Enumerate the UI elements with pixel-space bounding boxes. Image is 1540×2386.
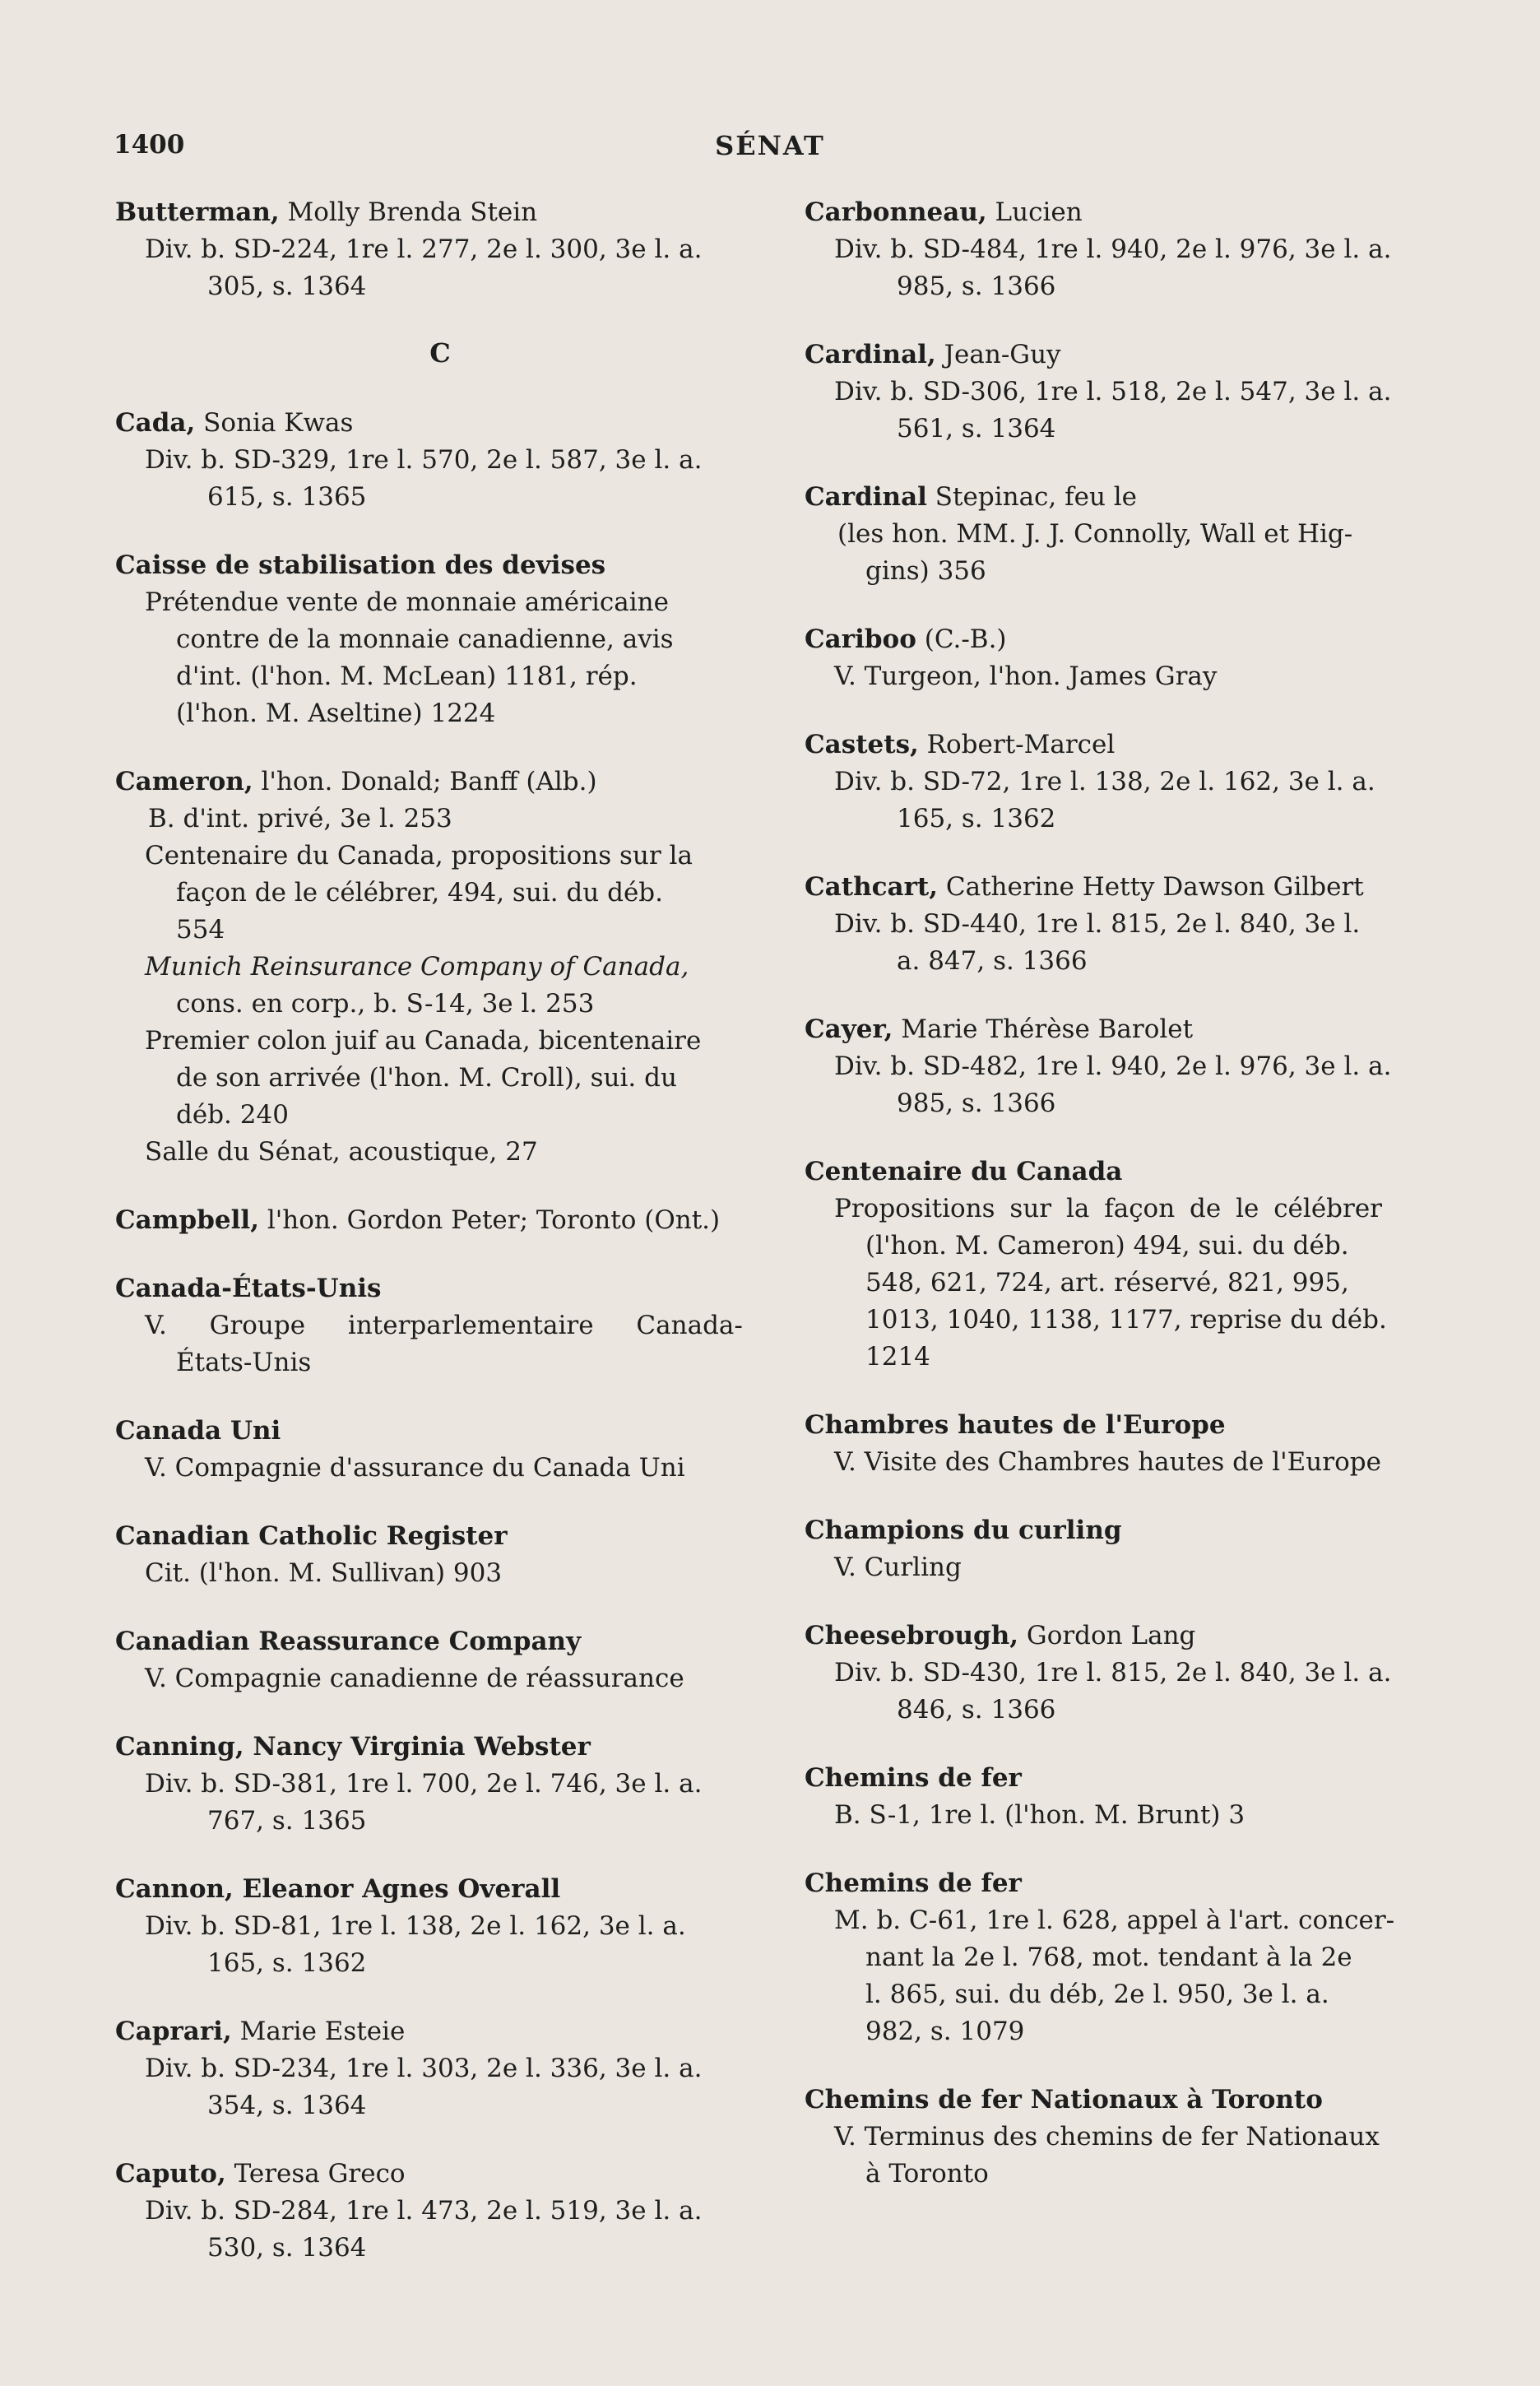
entry-heading bbox=[805, 2082, 1475, 2119]
index-entry bbox=[805, 1512, 1475, 1586]
entry-subline: Div. b. SD-306, 1re l. 518, 2e l. 547, 3e l. a. bbox=[834, 377, 1392, 406]
index-entry bbox=[115, 1518, 765, 1592]
right-column bbox=[805, 194, 1475, 2224]
entry-subline: V. Compagnie d'assurance du Canada Uni bbox=[145, 1453, 685, 1483]
entry-subline: (l'hon. M. Aseltine) 1224 bbox=[176, 699, 496, 728]
entry-subline: de son arrivée (l'hon. M. Croll), sui. du bbox=[176, 1063, 677, 1093]
entry-heading bbox=[115, 1871, 765, 1908]
index-entry bbox=[805, 621, 1475, 695]
entry-name: Cada, bbox=[115, 408, 196, 438]
entry-name: Caisse de stabilisation des devises bbox=[115, 550, 606, 580]
entry-text: (C.-B.) bbox=[916, 624, 1007, 654]
entry-text: Marie Esteie bbox=[231, 2017, 406, 2046]
entry-subline: a. 847, s. 1366 bbox=[897, 946, 1088, 976]
entry-name: Carbonneau, bbox=[805, 197, 987, 227]
page-number: 1400 bbox=[114, 130, 185, 160]
entry-name: Chemins de fer bbox=[805, 1868, 1022, 1898]
entry-subline: Propositions sur la façon de le célébrer bbox=[834, 1194, 1382, 1223]
entry-text: Lucien bbox=[986, 197, 1083, 227]
entry-subline: 615, s. 1365 bbox=[207, 482, 367, 512]
entry-text: Gordon Lang bbox=[1018, 1621, 1196, 1650]
entry-subline: gins) 356 bbox=[865, 556, 986, 586]
entry-subline: cons. en corp., b. S-14, 3e l. 253 bbox=[176, 989, 595, 1019]
index-entry bbox=[805, 1618, 1475, 1729]
entry-subline: B. d'int. privé, 3e l. 253 bbox=[148, 804, 452, 833]
entry-name: Campbell, bbox=[115, 1205, 259, 1235]
entry-subline: 767, s. 1365 bbox=[207, 1806, 367, 1836]
entry-subline: Div. b. SD-234, 1re l. 303, 2e l. 336, 3e l. a. bbox=[145, 2054, 703, 2083]
entry-subline: 985, s. 1366 bbox=[897, 1089, 1056, 1118]
entry-heading bbox=[805, 1618, 1475, 1655]
entry-name: Centenaire du Canada bbox=[805, 1157, 1123, 1186]
entry-subline: Salle du Sénat, acoustique, 27 bbox=[145, 1137, 538, 1167]
entry-text: Teresa Greco bbox=[225, 2159, 406, 2189]
index-entry bbox=[115, 1202, 765, 1239]
entry-heading bbox=[805, 726, 1475, 764]
entry-subline: nant la 2e l. 768, mot. tendant à la 2e bbox=[865, 1943, 1352, 1972]
entry-subline: États-Unis bbox=[176, 1348, 312, 1377]
entry-heading bbox=[805, 479, 1475, 516]
entry-name: Cheesebrough, bbox=[805, 1621, 1019, 1650]
entry-subline: 1214 bbox=[865, 1342, 930, 1372]
entry-subline: B. S-1, 1re l. (l'hon. M. Brunt) 3 bbox=[834, 1800, 1245, 1830]
entry-subline: (les hon. MM. J. J. Connolly, Wall et Hig- bbox=[837, 519, 1353, 549]
entry-subline: 165, s. 1362 bbox=[897, 804, 1056, 833]
entry-subline: Div. b. SD-482, 1re l. 940, 2e l. 976, 3e l. a. bbox=[834, 1051, 1392, 1081]
entry-name: Cardinal, bbox=[805, 340, 936, 369]
entry-subline: 985, s. 1366 bbox=[897, 272, 1056, 301]
index-entry bbox=[115, 547, 765, 732]
entry-subline: Centenaire du Canada, propositions sur la bbox=[145, 841, 693, 870]
entry-subline: 548, 621, 724, art. réservé, 821, 995, bbox=[865, 1268, 1349, 1297]
index-entry bbox=[805, 194, 1475, 305]
entry-subline: 1013, 1040, 1138, 1177, reprise du déb. bbox=[865, 1305, 1387, 1335]
index-entry bbox=[805, 1865, 1475, 2050]
entry-heading bbox=[115, 764, 765, 801]
entry-subline: 165, s. 1362 bbox=[207, 1948, 367, 1978]
entry-subline: 305, s. 1364 bbox=[207, 272, 367, 301]
page-title: SÉNAT bbox=[715, 130, 825, 161]
entry-name: Castets, bbox=[805, 730, 919, 759]
entry-subline: V. Terminus des chemins de fer Nationaux bbox=[834, 2122, 1380, 2152]
index-entry bbox=[115, 764, 765, 1171]
entry-heading bbox=[115, 405, 765, 442]
entry-subline bbox=[115, 949, 765, 986]
entry-heading bbox=[805, 337, 1475, 374]
entry-subline: Premier colon juif au Canada, bicentenaire bbox=[145, 1026, 702, 1056]
index-entry bbox=[805, 1154, 1475, 1376]
entry-name: Canada Uni bbox=[115, 1416, 281, 1446]
index-entry bbox=[115, 1623, 765, 1697]
entry-name: Chambres hautes de l'Europe bbox=[805, 1410, 1226, 1440]
entry-heading bbox=[805, 621, 1475, 658]
entry-subline: Prétendue vente de monnaie américaine bbox=[145, 587, 669, 617]
entry-name: Chemins de fer bbox=[805, 1763, 1022, 1793]
entry-heading bbox=[805, 869, 1475, 906]
entry-heading bbox=[115, 1729, 765, 1766]
entry-name: Cannon, Eleanor Agnes Overall bbox=[115, 1874, 561, 1904]
entry-subline: contre de la monnaie canadienne, avis bbox=[176, 624, 674, 654]
entry-text: Molly Brenda Stein bbox=[279, 197, 538, 227]
entry-subline: Div. b. SD-329, 1re l. 570, 2e l. 587, 3e l. a. bbox=[145, 445, 703, 475]
index-entry bbox=[805, 726, 1475, 838]
entry-subline: V. Compagnie canadienne de réassurance bbox=[145, 1664, 684, 1693]
index-entry bbox=[115, 1270, 765, 1381]
entry-subline: Cit. (l'hon. M. Sullivan) 903 bbox=[145, 1558, 503, 1588]
entry-name: Chemins de fer Nationaux à Toronto bbox=[805, 2085, 1323, 2114]
entry-text: Marie Thérèse Barolet bbox=[893, 1014, 1194, 1044]
entry-subline: l. 865, sui. du déb, 2e l. 950, 3e l. a. bbox=[865, 1980, 1329, 2009]
entry-heading bbox=[805, 1512, 1475, 1549]
entry-name: Butterman, bbox=[115, 197, 280, 227]
entry-heading bbox=[805, 1011, 1475, 1048]
index-entry bbox=[805, 869, 1475, 980]
entry-heading bbox=[805, 1865, 1475, 1902]
entry-subline: Div. b. SD-72, 1re l. 138, 2e l. 162, 3e l. a. bbox=[834, 767, 1375, 796]
entry-subline: V. Curling bbox=[834, 1553, 962, 1582]
entry-heading bbox=[805, 194, 1475, 231]
entry-subline: M. b. C-61, 1re l. 628, appel à l'art. concer- bbox=[834, 1906, 1395, 1935]
index-entry bbox=[115, 1729, 765, 1840]
entry-text: l'hon. Gordon Peter; Toronto (Ont.) bbox=[258, 1205, 721, 1235]
index-entry bbox=[115, 405, 765, 516]
entry-subline: 561, s. 1364 bbox=[897, 414, 1056, 443]
entry-subline: à Toronto bbox=[865, 2159, 989, 2189]
entry-subline: 554 bbox=[176, 915, 225, 945]
entry-name: Cariboo bbox=[805, 624, 916, 654]
index-entry bbox=[805, 1760, 1475, 1834]
entry-subline: déb. 240 bbox=[176, 1100, 289, 1130]
index-entry bbox=[805, 337, 1475, 448]
entry-name: Canning, Nancy Virginia Webster bbox=[115, 1732, 591, 1762]
entry-subline: Div. b. SD-430, 1re l. 815, 2e l. 840, 3e l. a. bbox=[834, 1658, 1392, 1687]
entry-name: Cayer, bbox=[805, 1014, 893, 1044]
index-entry bbox=[805, 1011, 1475, 1122]
index-entry bbox=[115, 1871, 765, 1982]
entry-heading bbox=[805, 1760, 1475, 1797]
entry-name: Champions du curling bbox=[805, 1516, 1122, 1545]
entry-name: Canadian Reassurance Company bbox=[115, 1627, 582, 1656]
entry-heading bbox=[115, 1270, 765, 1307]
left-column bbox=[115, 194, 765, 2298]
entry-name: Cathcart, bbox=[805, 872, 939, 902]
index-entry bbox=[115, 2013, 765, 2124]
index-entry bbox=[115, 2156, 765, 2267]
entry-heading bbox=[805, 1154, 1475, 1191]
entry-subline: 354, s. 1364 bbox=[207, 2091, 367, 2120]
entry-text: l'hon. Donald; Banff (Alb.) bbox=[253, 767, 597, 796]
entry-name: Caprari, bbox=[115, 2017, 232, 2046]
entry-heading bbox=[115, 1518, 765, 1555]
entry-text: Robert-Marcel bbox=[918, 730, 1116, 759]
entry-subline: façon de le célébrer, 494, sui. du déb. bbox=[176, 878, 663, 908]
entry-subline: Div. b. SD-484, 1re l. 940, 2e l. 976, 3e l. a. bbox=[834, 234, 1392, 264]
entry-text: Jean-Guy bbox=[935, 340, 1061, 369]
entry-name: Cardinal bbox=[805, 482, 927, 512]
entry-subline: 982, s. 1079 bbox=[865, 2017, 1025, 2046]
entry-name: Caputo, bbox=[115, 2159, 226, 2189]
entry-text: Munich Reinsurance Company of Canada, bbox=[145, 952, 689, 982]
entry-subline: Div. b. SD-81, 1re l. 138, 2e l. 162, 3e l. a. bbox=[145, 1911, 686, 1941]
entry-subline: 530, s. 1364 bbox=[207, 2233, 367, 2263]
entry-name: Canadian Catholic Register bbox=[115, 1521, 508, 1551]
entry-subline: V. Turgeon, l'hon. James Gray bbox=[834, 661, 1218, 691]
entry-heading bbox=[115, 1413, 765, 1450]
entry-text: Stepinac, feu le bbox=[926, 482, 1138, 512]
index-entry bbox=[805, 479, 1475, 590]
entry-name: Cameron, bbox=[115, 767, 253, 796]
entry-heading bbox=[805, 1407, 1475, 1444]
entry-subline: V. Visite des Chambres hautes de l'Europe bbox=[834, 1447, 1381, 1477]
index-entry bbox=[805, 1407, 1475, 1481]
entry-heading bbox=[115, 194, 765, 231]
entry-text: Sonia Kwas bbox=[195, 408, 354, 438]
entry-subline: Div. b. SD-440, 1re l. 815, 2e l. 840, 3e l. bbox=[834, 909, 1361, 939]
entry-heading bbox=[115, 2156, 765, 2193]
section-letter: C bbox=[429, 337, 451, 369]
entry-text: Catherine Hetty Dawson Gilbert bbox=[938, 872, 1364, 902]
entry-heading bbox=[115, 1623, 765, 1660]
entry-subline: Div. b. SD-224, 1re l. 277, 2e l. 300, 3e l. a. bbox=[145, 234, 703, 264]
entry-heading bbox=[115, 547, 765, 584]
entry-subline: Div. b. SD-381, 1re l. 700, 2e l. 746, 3e l. a. bbox=[145, 1769, 703, 1799]
index-entry bbox=[115, 1413, 765, 1487]
index-entry bbox=[805, 2082, 1475, 2193]
entry-subline: 846, s. 1366 bbox=[897, 1695, 1056, 1725]
index-entry bbox=[115, 194, 765, 305]
entry-subline: d'int. (l'hon. M. McLean) 1181, rép. bbox=[176, 661, 638, 691]
entry-subline: V. Groupe interparlementaire Canada- bbox=[145, 1311, 743, 1340]
entry-name: Canada-États-Unis bbox=[115, 1274, 382, 1303]
entry-heading bbox=[115, 1202, 765, 1239]
entry-subline: Div. b. SD-284, 1re l. 473, 2e l. 519, 3e l. a. bbox=[145, 2196, 703, 2226]
entry-subline: (l'hon. M. Cameron) 494, sui. du déb. bbox=[865, 1231, 1349, 1260]
entry-heading bbox=[115, 2013, 765, 2050]
